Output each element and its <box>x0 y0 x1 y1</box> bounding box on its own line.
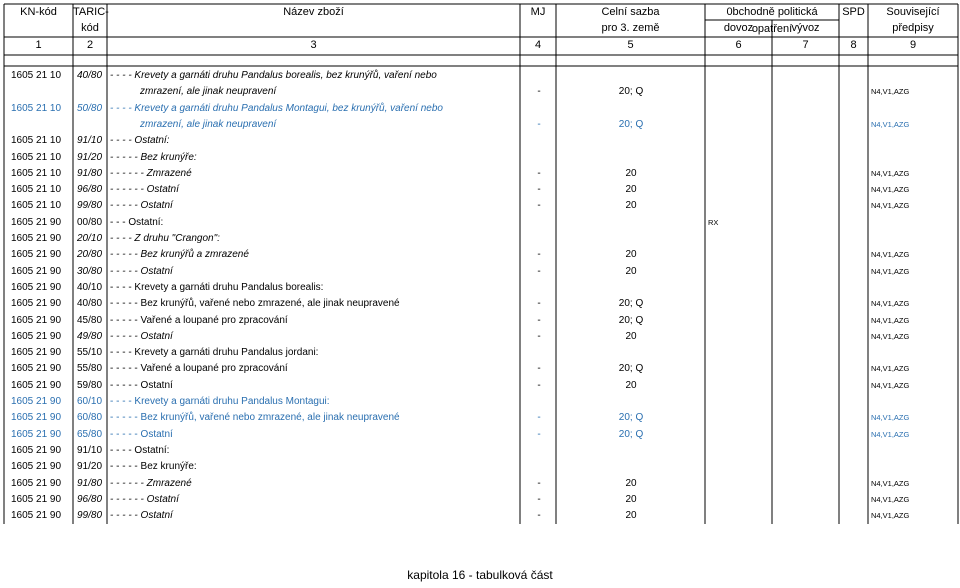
duty-cell: 20; Q <box>618 428 644 440</box>
description-cell: - - - - - Ostatní <box>110 428 173 440</box>
taric-cell: 00/80 <box>77 216 103 228</box>
table-row <box>0 84 960 100</box>
unit-cell: - <box>537 298 541 310</box>
description-cell: - - - - Ostatní: <box>110 135 170 147</box>
table-row <box>0 101 960 117</box>
table-row <box>0 296 960 312</box>
taric-cell: 91/20 <box>77 461 103 473</box>
table-row <box>0 313 960 329</box>
taric-cell: 96/80 <box>77 493 103 505</box>
header-taric: TARIC- <box>73 6 109 18</box>
kn-code-cell: 1605 21 90 <box>11 216 62 228</box>
regulations-cell: N4,V1,AZG <box>871 380 910 390</box>
table-row <box>0 476 960 492</box>
kn-code-cell: 1605 21 90 <box>11 444 62 456</box>
table-row <box>0 166 960 182</box>
column-number: 6 <box>735 39 742 51</box>
description-cell: - - - - Krevety a garnáti druhu Pandalus Montagui, bez krunýřů, vaření nebo <box>110 102 443 114</box>
table-row <box>0 492 960 508</box>
table-header <box>0 0 960 56</box>
header-export: vývoz <box>791 22 820 34</box>
kn-code-cell: 1605 21 10 <box>11 200 62 212</box>
kn-code-cell: 1605 21 90 <box>11 412 62 424</box>
kn-code-cell: 1605 21 90 <box>11 281 62 293</box>
taric-cell: 50/80 <box>77 102 103 114</box>
regulations-cell: N4,V1,AZG <box>871 168 910 178</box>
header-trade-measures: 0bchodně politická opatření <box>726 6 818 35</box>
duty-cell: 20 <box>625 510 637 522</box>
description-cell: - - - - Krevety a garnáti druhu Pandalus Montagui: <box>110 396 330 407</box>
regulations-cell: N4,V1,AZG <box>871 494 910 504</box>
table-row <box>0 117 960 133</box>
kn-code-cell: 1605 21 90 <box>11 347 62 359</box>
taric-cell: 40/80 <box>77 70 103 81</box>
column-number: 1 <box>35 39 42 51</box>
kn-code-cell: 1605 21 90 <box>11 493 62 505</box>
table-row <box>0 215 960 231</box>
regulations-cell: N4,V1,AZG <box>871 201 910 211</box>
taric-cell: 20/10 <box>77 233 103 244</box>
taric-cell: 59/80 <box>77 379 103 391</box>
description-cell: - - - - Z druhu "Crangon": <box>110 233 220 244</box>
kn-code-cell: 1605 21 90 <box>11 298 62 310</box>
unit-cell: - <box>537 379 541 391</box>
table-row <box>0 410 960 426</box>
description-cell: - - - - - Vařené a loupané pro zpracování <box>110 314 288 326</box>
taric-cell: 30/80 <box>77 265 103 277</box>
kn-code-cell: 1605 21 90 <box>11 265 62 277</box>
table-row <box>0 231 960 247</box>
table-row <box>0 68 960 84</box>
unit-cell: - <box>537 428 541 440</box>
description-cell: - - - - - Ostatní <box>110 265 173 277</box>
duty-cell: 20; Q <box>618 363 644 375</box>
description-cell: - - - - - - Ostatní <box>110 493 179 505</box>
regulations-cell: N4,V1,AZG <box>871 413 910 423</box>
kn-code-cell: 1605 21 10 <box>11 102 62 114</box>
header-related: Související <box>886 6 940 18</box>
kn-code-cell: 1605 21 90 <box>11 379 62 391</box>
kn-code-cell: 1605 21 10 <box>11 184 62 196</box>
taric-cell: 55/10 <box>77 347 103 359</box>
description-cell: zmrazení, ale jinak neupravení <box>140 86 277 98</box>
duty-cell: 20 <box>625 379 637 391</box>
taric-cell: 91/20 <box>77 151 103 163</box>
table-row <box>0 133 960 149</box>
duty-cell: 20; Q <box>618 298 644 310</box>
taric-cell: 40/10 <box>77 281 103 293</box>
description-cell: zmrazení, ale jinak neupravení <box>140 118 277 130</box>
regulations-cell: N4,V1,AZG <box>871 511 910 521</box>
regulations-cell: N4,V1,AZG <box>871 478 910 488</box>
column-number: 7 <box>802 39 809 51</box>
duty-cell: 20 <box>625 477 637 489</box>
header-import: dovoz <box>723 22 754 34</box>
table-row <box>0 394 960 410</box>
description-cell: - - - - - Ostatní <box>110 200 173 212</box>
description-cell: - - - - - Ostatní <box>110 330 173 342</box>
description-cell: - - - - - Ostatní <box>110 379 173 391</box>
regulations-cell: N4,V1,AZG <box>871 119 910 129</box>
unit-cell: - <box>537 265 541 277</box>
unit-cell: - <box>537 412 541 424</box>
table-row <box>0 280 960 296</box>
regulations-cell: N4,V1,AZG <box>871 185 910 195</box>
duty-cell: 20; Q <box>618 118 644 130</box>
description-cell: - - - - Krevety a garnáti druhu Pandalus borealis, bez krunýřů, vaření nebo <box>110 70 437 81</box>
description-cell: - - - Ostatní: <box>110 216 164 228</box>
table-row <box>0 264 960 280</box>
unit-cell: - <box>537 184 541 196</box>
description-cell: - - - - - - Ostatní <box>110 184 179 196</box>
table-row <box>0 378 960 394</box>
kn-code-cell: 1605 21 90 <box>11 396 62 407</box>
kn-code-cell: 1605 21 90 <box>11 461 62 473</box>
duty-cell: 20; Q <box>618 412 644 424</box>
description-cell: - - - - - - Zmrazené <box>110 167 192 179</box>
regulations-cell: N4,V1,AZG <box>871 299 910 309</box>
duty-cell: 20 <box>625 493 637 505</box>
taric-cell: 60/10 <box>77 396 103 407</box>
table-row <box>0 182 960 198</box>
kn-code-cell: 1605 21 90 <box>11 330 62 342</box>
duty-cell: 20; Q <box>618 314 644 326</box>
duty-cell: 20 <box>625 265 637 277</box>
unit-cell: - <box>537 510 541 522</box>
taric-cell: 99/80 <box>77 510 103 522</box>
taric-cell: 99/80 <box>77 200 103 212</box>
table-row <box>0 345 960 361</box>
header-goods-name: Název zboží <box>283 6 344 18</box>
column-number: 3 <box>310 39 317 51</box>
column-number: 8 <box>850 39 857 51</box>
table-row <box>0 459 960 475</box>
kn-code-cell: 1605 21 90 <box>11 510 62 522</box>
unit-cell: - <box>537 167 541 179</box>
kn-code-cell: 1605 21 90 <box>11 314 62 326</box>
duty-cell: 20 <box>625 330 637 342</box>
header-unit: MJ <box>530 6 546 18</box>
taric-cell: 91/10 <box>77 444 103 456</box>
description-cell: - - - - - Bez krunýře: <box>110 151 197 163</box>
description-cell: - - - - - Bez krunýřů, vařené nebo zmrazené, ale jinak neupravené <box>110 298 400 310</box>
duty-cell: 20 <box>625 167 637 179</box>
unit-cell: - <box>537 493 541 505</box>
table-row <box>0 198 960 214</box>
description-cell: - - - - - Bez krunýřů a zmrazené <box>110 249 249 261</box>
unit-cell: - <box>537 330 541 342</box>
duty-cell: 20 <box>625 249 637 261</box>
regulations-cell: N4,V1,AZG <box>871 364 910 374</box>
description-cell: - - - - Krevety a garnáti druhu Pandalus borealis: <box>110 281 324 293</box>
column-number: 9 <box>909 39 917 51</box>
page-footer: kapitola 16 - tabulková část <box>407 568 553 582</box>
description-cell: - - - - - Bez krunýřů, vařené nebo zmrazené, ale jinak neupravené <box>110 412 400 424</box>
duty-cell: 20; Q <box>618 86 644 98</box>
unit-cell: - <box>537 200 541 212</box>
description-cell: - - - - - Ostatní <box>110 510 173 522</box>
unit-cell: - <box>537 86 541 98</box>
spd-cell: RX <box>708 217 719 227</box>
header-spd: SPD <box>842 6 865 18</box>
kn-code-cell: 1605 21 10 <box>11 70 62 81</box>
kn-code-cell: 1605 21 10 <box>11 135 62 147</box>
description-cell: - - - - - Bez krunýře: <box>110 461 197 473</box>
duty-cell: 20 <box>625 184 637 196</box>
table-row <box>0 427 960 443</box>
table-row <box>0 329 960 345</box>
taric-cell: 49/80 <box>77 330 103 342</box>
description-cell: - - - - Ostatní: <box>110 444 170 456</box>
header-kn-code: KN-kód <box>20 6 57 18</box>
kn-code-cell: 1605 21 90 <box>11 477 62 489</box>
regulations-cell: N4,V1,AZG <box>871 266 910 276</box>
kn-code-cell: 1605 21 90 <box>11 249 62 261</box>
taric-cell: 55/80 <box>77 363 103 375</box>
unit-cell: - <box>537 314 541 326</box>
column-number: 4 <box>534 39 542 51</box>
table-row <box>0 443 960 459</box>
regulations-cell: N4,V1,AZG <box>871 315 910 325</box>
taric-cell: 91/80 <box>77 477 103 489</box>
kn-code-cell: 1605 21 10 <box>11 151 62 163</box>
header-duty: Celní sazba <box>601 6 660 18</box>
unit-cell: - <box>537 477 541 489</box>
table-row <box>0 508 960 524</box>
table-row <box>0 150 960 166</box>
taric-cell: 65/80 <box>77 428 103 440</box>
regulations-cell: N4,V1,AZG <box>871 87 910 97</box>
table-row <box>0 247 960 263</box>
table-row <box>0 361 960 377</box>
unit-cell: - <box>537 118 541 130</box>
regulations-cell: N4,V1,AZG <box>871 250 910 260</box>
description-cell: - - - - - - Zmrazené <box>110 477 192 489</box>
header-duty-third-countries: pro 3. země <box>601 22 660 34</box>
regulations-cell: N4,V1,AZG <box>871 429 910 439</box>
taric-cell: 96/80 <box>77 184 103 196</box>
taric-cell: 91/10 <box>77 135 103 147</box>
description-cell: - - - - Krevety a garnáti druhu Pandalus jordani: <box>110 347 319 359</box>
unit-cell: - <box>537 363 541 375</box>
header-regulations: předpisy <box>892 22 934 34</box>
taric-cell: 60/80 <box>77 412 103 424</box>
kn-code-cell: 1605 21 90 <box>11 428 62 440</box>
column-number: 2 <box>86 39 94 51</box>
regulations-cell: N4,V1,AZG <box>871 331 910 341</box>
description-cell: - - - - - Vařené a loupané pro zpracování <box>110 363 288 375</box>
kn-code-cell: 1605 21 90 <box>11 233 62 244</box>
taric-cell: 91/80 <box>77 167 103 179</box>
kn-code-cell: 1605 21 90 <box>11 363 62 375</box>
header-taric-code: kód <box>81 22 99 34</box>
duty-cell: 20 <box>625 200 637 212</box>
unit-cell: - <box>537 249 541 261</box>
taric-cell: 20/80 <box>77 249 103 261</box>
kn-code-cell: 1605 21 10 <box>11 167 62 179</box>
column-number: 5 <box>627 39 634 51</box>
taric-cell: 40/80 <box>77 298 103 310</box>
taric-cell: 45/80 <box>77 314 103 326</box>
